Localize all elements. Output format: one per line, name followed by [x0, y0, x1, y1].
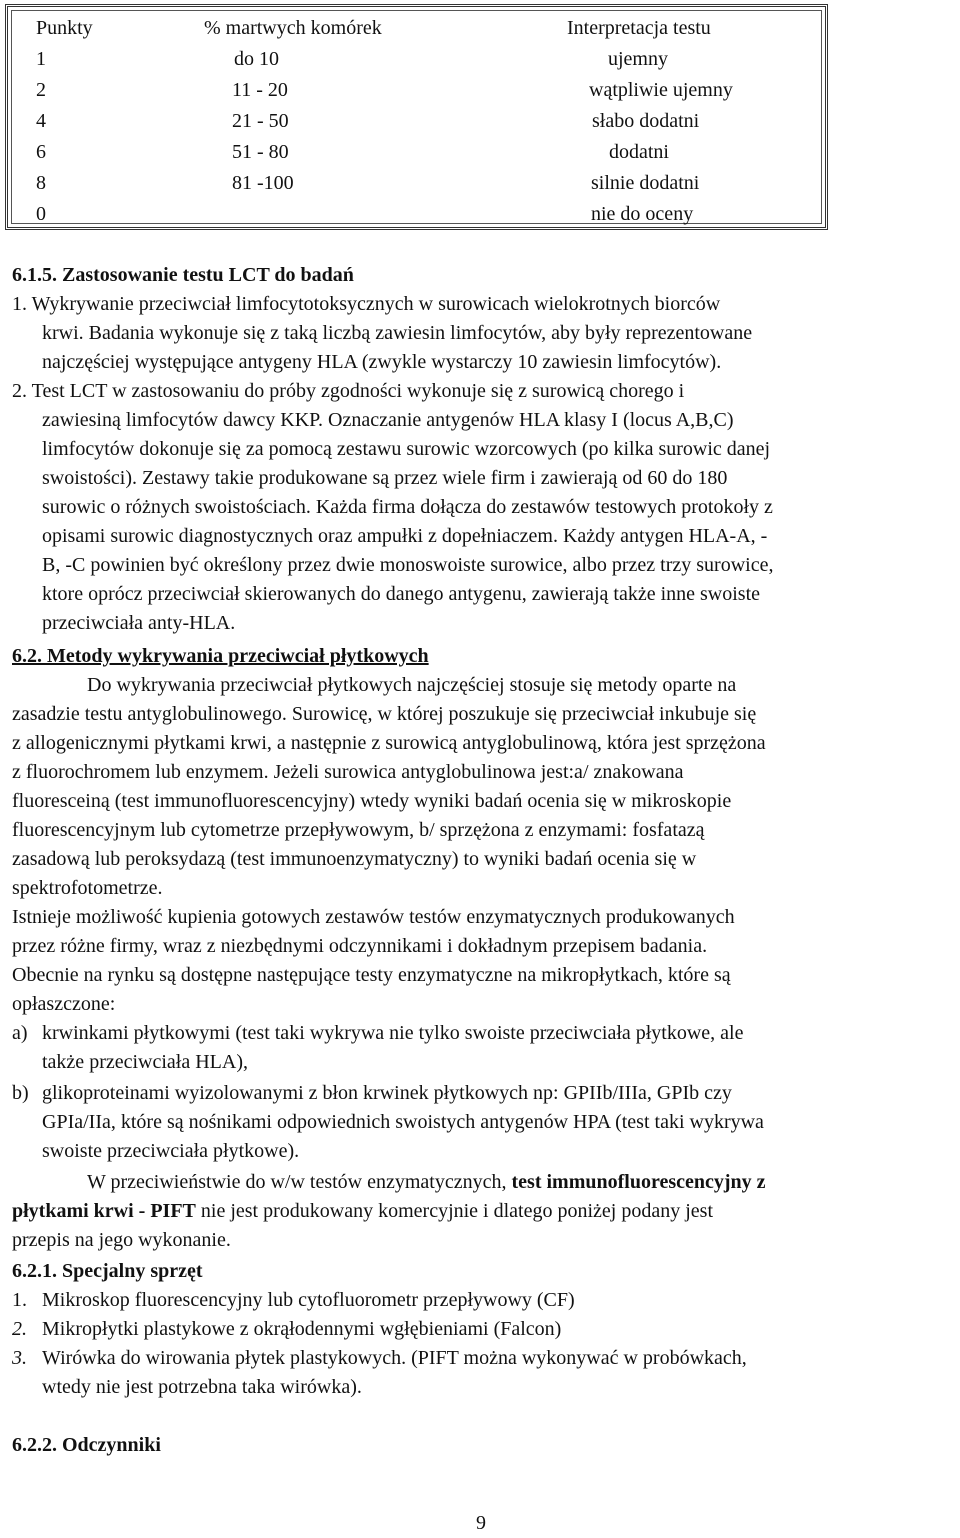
table-cell: 1: [36, 48, 46, 70]
list-item-text: wtedy nie jest potrzebna taka wirówka).: [42, 1376, 362, 1398]
list-item-text: także przeciwciała HLA),: [42, 1051, 248, 1073]
text-line: limfocytów dokonuje się za pomocą zestawu surowic wzorcowych (po kilka surowic danej: [42, 438, 771, 460]
text-line: [12, 1197, 713, 1226]
section-heading: 6.2. Metody wykrywania przeciwciał płytkowych: [12, 645, 429, 667]
table-cell: dodatni: [609, 141, 669, 163]
list-item-text: Wirówka do wirowania płytek plastykowych. (PIFT można wykonywać w probówkach,: [42, 1347, 747, 1369]
text-line: spektrofotometrze.: [12, 877, 163, 899]
table-cell: 11 - 20: [232, 79, 288, 101]
table-cell: silnie dodatni: [591, 172, 700, 194]
list-item-text: GPIa/IIa, które są nośnikami odpowiednich swoistych antygenów HPA (test taki wykrywa: [42, 1111, 764, 1133]
text-line: opłaszczone:: [12, 993, 116, 1015]
text-line: przepis na jego wykonanie.: [12, 1229, 231, 1251]
text-line: zasadową lub peroksydazą (test immunoenzymatyczny) to wyniki badań ocenia się w: [12, 848, 697, 870]
result-table-inner: [11, 10, 822, 224]
table-row: [12, 137, 821, 168]
list-item-text: glikoproteinami wyizolowanymi z błon krwinek płytkowych np: GPIIb/IIIa, GPIb czy: [42, 1082, 732, 1104]
table-header-cell: Interpretacja testu: [567, 17, 711, 39]
table-cell: 51 - 80: [232, 141, 289, 163]
text-line: z fluorochromem lub enzymem. Jeżeli surowica antyglobulinowa jest:a/ znakowana: [12, 761, 684, 783]
text-line: z allogenicznymi płytkami krwi, a następnie z surowicą antyglobulinową, która jest sprzężona: [12, 732, 766, 754]
table-cell: 6: [36, 141, 46, 163]
text-line: przeciwciała anty-HLA.: [42, 612, 236, 634]
table-row: [12, 75, 821, 106]
table-row: [12, 168, 821, 199]
bold-text-span: test immunofluorescencyjny z: [511, 1171, 766, 1193]
text-line: surowic o różnych swoistościach. Każda firma dołącza do zestawów testowych protokoły z: [42, 496, 773, 518]
table-row: [12, 106, 821, 137]
table-cell: wątpliwie ujemny: [589, 79, 733, 101]
table-row: [12, 199, 821, 230]
table-cell: ujemny: [608, 48, 668, 70]
table-cell: 4: [36, 110, 46, 132]
table-cell: do 10: [234, 48, 279, 70]
table-header-cell: % martwych komórek: [204, 17, 382, 39]
table-header-row: [12, 13, 821, 44]
table-header-cell: Punkty: [36, 17, 93, 39]
text-line: ktore oprócz przeciwciał skierowanych do danego antygenu, zawierają także inne swoiste: [42, 583, 761, 605]
text-line: [87, 1168, 766, 1197]
list-marker: 1.: [12, 1289, 27, 1311]
text-line: krwi. Badania wykonuje się z taką liczbą zawiesin limfocytów, aby były reprezentowane: [42, 322, 753, 344]
section-heading: 6.2.1. Specjalny sprzęt: [12, 1260, 203, 1282]
table-cell: 0: [36, 203, 46, 225]
page-number: 9: [476, 1512, 486, 1534]
list-item-text: krwinkami płytkowymi (test taki wykrywa nie tylko swoiste przeciwciała płytkowe, ale: [42, 1022, 744, 1044]
table-cell: 81 -100: [232, 172, 294, 194]
list-marker: 2.: [12, 1318, 27, 1340]
table-cell: słabo dodatni: [592, 110, 700, 132]
text-line: Istnieje możliwość kupienia gotowych zestawów testów enzymatycznych produkowanych: [12, 906, 735, 928]
result-table: [5, 4, 828, 230]
text-line: 2. Test LCT w zastosowaniu do próby zgodności wykonuje się z surowicą chorego i: [12, 380, 685, 402]
list-marker: a): [12, 1022, 28, 1044]
table-row: [12, 44, 821, 75]
list-marker: b): [12, 1082, 29, 1104]
text-line: 1. Wykrywanie przeciwciał limfocytotoksycznych w surowicach wielokrotnych biorców: [12, 293, 721, 315]
table-cell: nie do oceny: [591, 203, 694, 225]
text-line: B, -C powinien być określony przez dwie monoswoiste surowice, albo przez trzy surowice,: [42, 554, 774, 576]
text-line: najczęściej występujące antygeny HLA (zwykle wystarczy 10 zawiesin limfocytów).: [42, 351, 722, 373]
text-line: opisami surowic diagnostycznych oraz ampułki z dopełniaczem. Każdy antygen HLA-A, -: [42, 525, 768, 547]
text-span: nie jest produkowany komercyjnie i dlatego poniżej podany jest: [200, 1200, 713, 1222]
text-line: Obecnie na rynku są dostępne następujące testy enzymatyczne na mikropłytkach, które są: [12, 964, 731, 986]
list-item-text: Mikropłytki plastykowe z okrąłodennymi wgłębieniami (Falcon): [42, 1318, 562, 1340]
section-heading: 6.1.5. Zastosowanie testu LCT do badań: [12, 264, 354, 286]
table-cell: 21 - 50: [232, 110, 289, 132]
table-cell: 8: [36, 172, 46, 194]
text-line: zasadzie testu antyglobulinowego. Surowicę, w której poszukuje się przeciwciał inkubuje się: [12, 703, 757, 725]
text-span: W przeciwieństwie do w/w testów enzymatycznych,: [87, 1171, 507, 1193]
text-line: swoistości). Zestawy takie produkowane są przez wiele firm i zawierają od 60 do 180: [42, 467, 728, 489]
text-line: zawiesiną limfocytów dawcy KKP. Oznaczanie antygenów HLA klasy I (locus A,B,C): [42, 409, 734, 431]
text-line: Do wykrywania przeciwciał płytkowych najczęściej stosuje się metody oparte na: [87, 674, 737, 696]
table-cell: 2: [36, 79, 46, 101]
text-line: przez różne firmy, wraz z niezbędnymi odczynnikami i dokładnym przepisem badania.: [12, 935, 708, 957]
bold-text-span: płytkami krwi - PIFT: [12, 1200, 196, 1222]
section-heading: 6.2.2. Odczynniki: [12, 1434, 161, 1456]
list-item-text: Mikroskop fluorescencyjny lub cytofluorometr przepływowy (CF): [42, 1289, 575, 1311]
text-line: fluoresceiną (test immunofluorescencyjny) wtedy wyniki badań ocenia się w mikroskopie: [12, 790, 732, 812]
text-line: fluorescencyjnym lub cytometrze przepływowym, b/ sprzężona z enzymami: fosfatazą: [12, 819, 705, 841]
list-item-text: swoiste przeciwciała płytkowe).: [42, 1140, 300, 1162]
list-marker: 3.: [12, 1347, 27, 1369]
